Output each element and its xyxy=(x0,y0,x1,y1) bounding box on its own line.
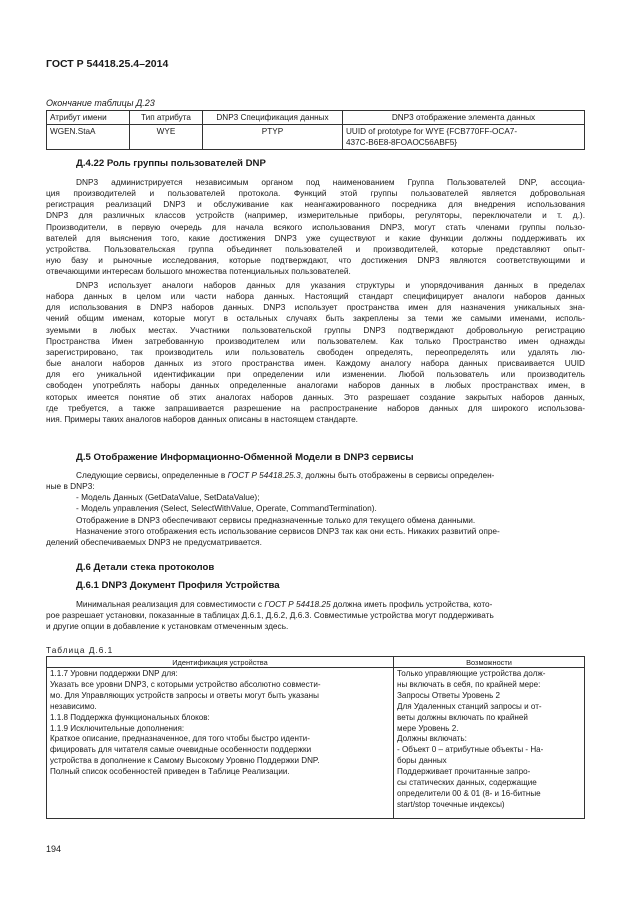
text-line: регистрация реализаций DNP3 и обслуживание как неангажированного посредника для внедрения использования xyxy=(46,199,585,210)
text-line: боры данных xyxy=(397,756,447,766)
text-line: ния. Примеры таких аналогов наборов данных описаны в настоящем стандарте. xyxy=(46,413,358,424)
text-line: мо. Для Управляющих устройств запросы и ответы могут быть указаны xyxy=(50,690,319,700)
paragraph-dnp-user-group xyxy=(46,177,585,277)
text-line: ция производителей и пользователей протокола. Функций этой группы пользователей является добровольная xyxy=(46,188,585,199)
table-row xyxy=(47,668,585,819)
text-run: Следующие сервисы, определенные в xyxy=(76,470,228,480)
text-line: бые аналоги наборов данных из этого пространства имен. Каждому аналогу набора данных присваивается UUID xyxy=(46,358,585,369)
table-header-cell: Идентификация устройства xyxy=(47,657,394,668)
text-line: Полный список особенностей приведен в Таблице Реализации. xyxy=(50,767,290,777)
text-line: устройства. Пользовательская группа объединяет пользователей и производителей, которые представляют опыт- xyxy=(46,243,585,254)
section-heading-d5: Д.5 Отображение Информационно-Обменной Модели в DNP3 сервисы xyxy=(76,452,414,463)
note-line: делений обеспечиваемых DNP3 не предусматривается. xyxy=(46,536,262,547)
text-line: Пространства Имен затребованную производителем или пользователем. Как только Пространство имен однажды xyxy=(46,335,585,346)
text-line: отвечающими интересам большого множества потенциальных пользователей. xyxy=(46,266,351,277)
text-line: сы статических данных, содержащие xyxy=(397,778,537,788)
table-d23 xyxy=(46,110,585,150)
text-line: DNP3 использует аналоги наборов данных для указания структуры и упорядочивания данных в пределах xyxy=(76,280,585,290)
table-header-row xyxy=(47,657,585,668)
text-line: для его уникальной идентификации при определении или изменении. Любой пользователь или производитель xyxy=(46,369,585,380)
list-item: - Модель управления (Select, SelectWithValue, Operate, CommandTermination). xyxy=(76,503,377,514)
text-line: зарегистрировано, так производитель или пользователь свободен определять, переопределять или удалять лю- xyxy=(46,346,585,357)
table-cell: WYE xyxy=(130,125,203,150)
text-line: набора данных в целом или части набора данных. Настоящий стандарт специфицирует аналоги наборов данных xyxy=(46,291,585,302)
text-line: 1.1.9 Исключительные дополнения: xyxy=(50,723,185,733)
text-line: 1.1.7 Уровни поддержки DNP для: xyxy=(50,669,178,678)
table-cell-capabilities xyxy=(394,668,585,819)
text-line: start/stop точечные индексы) xyxy=(397,799,505,809)
paragraph-line xyxy=(46,599,585,610)
text-line: Только управляющие устройства долж- xyxy=(397,669,546,678)
table-cell: WGEN.StaA xyxy=(47,125,130,150)
text-line: для использования в DNP3 наборов данных. DNP3 использует пространства имен для назначения уникальных зна- xyxy=(46,302,585,313)
table-d61 xyxy=(46,656,585,819)
text-line: ны включать в себя, по крайней мере: xyxy=(397,679,541,689)
text-line: которых имеется понятие об этих аналогах наборов данных. Это разрешает создание закрытых наборов данных, xyxy=(46,391,585,402)
text-line: 1.1.8 Поддержка функциональных блоков: xyxy=(50,712,210,722)
table-header-cell: DNP3 отображение элемента данных xyxy=(343,111,585,125)
standard-reference: ГОСТ Р 54418.25 xyxy=(264,599,331,609)
table-header-row xyxy=(47,111,585,125)
text-line: Краткое описание, предназначенное, для того чтобы быстро иденти- xyxy=(50,734,310,744)
services-block xyxy=(46,470,585,548)
cell-text xyxy=(50,669,390,778)
table-header-cell: Атрибут имени xyxy=(47,111,130,125)
table-cell: PTYP xyxy=(203,125,343,150)
text-line: DNP3 администрируется независимым органом под наименованием Группа Пользователей DNP, ассоциа- xyxy=(76,177,585,187)
table-header-cell: DNP3 Спецификация данных xyxy=(203,111,343,125)
text-line: независимо. xyxy=(50,701,97,711)
text-line: Должны включать: xyxy=(397,734,467,744)
note-line: Назначение этого отображения есть использование сервисов DNP3 так как они есть. Никаких развитий опре- xyxy=(76,525,500,536)
table-row xyxy=(47,125,585,150)
text-line: устройства в дополнение к Самому Высокому Уровню Поддержки DNP. xyxy=(50,756,320,766)
paragraph-dataset-analogs xyxy=(46,280,585,425)
text-line: Производители, в первую очередь для начала всякого использования DNP3, могут стать членами группы пользо- xyxy=(46,221,585,232)
text-line: чений общим именам, которые могут в остальных случаях быть закреплены за теми же самыми именами, исполь- xyxy=(46,313,585,324)
text-line: Для Удаленных станций запросы и от- xyxy=(397,701,542,711)
text-run: должна иметь профиль устройства, кото- xyxy=(330,599,493,609)
text-line: мере Уровень 2. xyxy=(397,723,459,733)
standard-header: ГОСТ Р 54418.25.4–2014 xyxy=(46,58,169,70)
text-line: веты должны включать по крайней xyxy=(397,712,528,722)
text-line: Поддерживает прочитанные запро- xyxy=(397,767,531,777)
services-intro-line: ные в DNP3: xyxy=(46,481,95,492)
cell-line: 437C-B6E8-8FOAOC56ABF5} xyxy=(346,138,458,147)
section-heading-d61: Д.6.1 DNP3 Документ Профиля Устройства xyxy=(76,580,280,591)
table-continuation-note: Окончание таблицы Д.23 xyxy=(46,98,155,108)
page-number: 194 xyxy=(46,844,62,854)
text-line: вателей для выяснения того, какие достижения DNP3 уже существуют и какие функции должны поддерживать их xyxy=(46,232,585,243)
standard-reference: ГОСТ Р 54418.25.3 xyxy=(227,470,301,480)
text-run: , должны быть отображены в сервисы определен- xyxy=(300,470,495,480)
cell-text xyxy=(397,669,581,811)
text-run: Минимальная реализация для совместимости с xyxy=(76,599,265,609)
text-line: DNP3 для различных классов устройств (например, измерительные приборы, регуляторы, переключатели и т. д.). xyxy=(46,210,585,221)
section-heading-d422: Д.4.22 Роль группы пользователей DNP xyxy=(76,158,266,169)
text-line: Указать все уровни DNP3, с которыми устройство абсолютно совмести- xyxy=(50,679,321,689)
note-line: Отображение в DNP3 обеспечивают сервисы предназначенные только для текущего обмена данными. xyxy=(76,514,476,525)
table-header-cell: Тип атрибута xyxy=(130,111,203,125)
profile-paragraph xyxy=(46,599,585,632)
table-header-cell: Возможности xyxy=(394,657,585,668)
text-line: фицировать для читателя самые очевидные особенности поддержки xyxy=(50,745,312,755)
table-cell xyxy=(343,125,585,150)
text-line: свободен употреблять наборы данных определенные аналогами наборов данных в любых пространствах имен, в xyxy=(46,380,585,391)
text-line: - Объект 0 – атрибутные объекты - На- xyxy=(397,745,544,755)
text-line: ную базу и рыночные исследования, которые подтверждают, что достижения DNP3 являются соответствующими и xyxy=(46,255,585,266)
text-line: определители 00 & 01 (8- и 16-битные xyxy=(397,788,541,798)
list-item: - Модель Данных (GetDataValue, SetDataValue); xyxy=(76,492,260,503)
table-caption: Таблица Д.6.1 xyxy=(46,645,114,655)
paragraph-line: рое разрешает установки, показанные в таблицах Д.6.1, Д.6.2, Д.6.3. Совместимые устройства могут поддерживать xyxy=(46,610,494,621)
paragraph-line: и другие опции в добавление к установкам отмеченным здесь. xyxy=(46,621,289,632)
table-cell-device-identification xyxy=(47,668,394,819)
text-line: где требуется, а также запрашивается разрешение на распространение наборов данных для широкого использова- xyxy=(46,402,585,413)
text-line: Запросы Ответы Уровень 2 xyxy=(397,690,501,700)
services-intro-line xyxy=(46,470,585,481)
text-line: зуемыми в любых местах. Участники пользовательской группы DNP3 подтверждают добровольную регистрацию xyxy=(46,324,585,335)
cell-line: UUID of prototype for WYE {FCB770FF-OCA7- xyxy=(346,127,518,136)
section-heading-d6: Д.6 Детали стека протоколов xyxy=(76,562,215,573)
